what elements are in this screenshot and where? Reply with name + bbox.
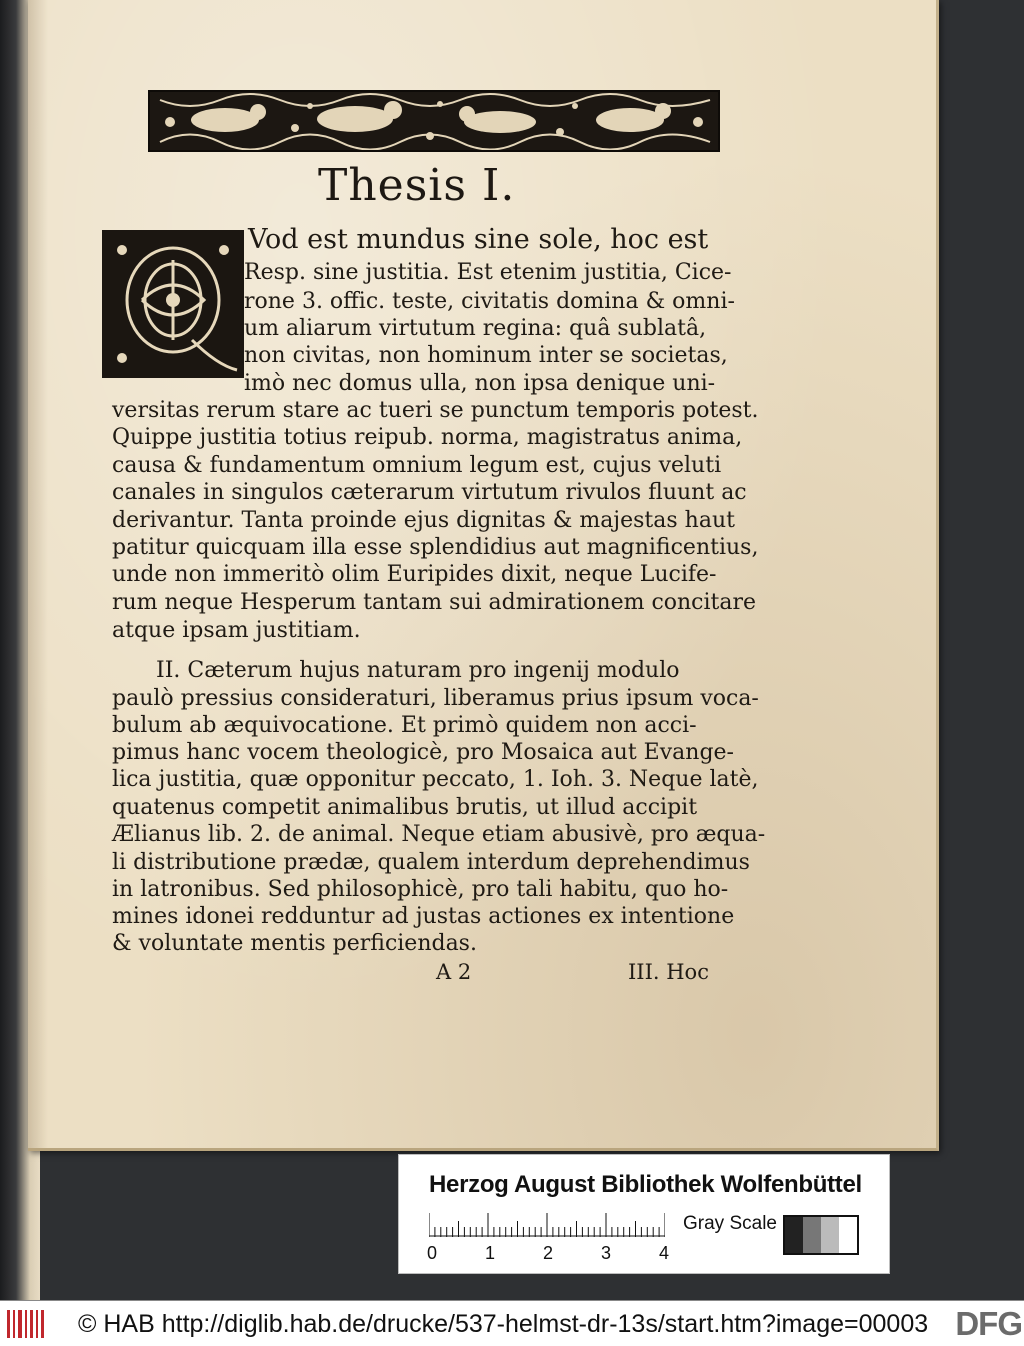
text-line: li distributione prædæ, qualem interdum deprehendimus	[112, 850, 750, 875]
text-line: versitas rerum stare ac tueri se punctum temporis potest.	[112, 398, 759, 423]
gray-swatch-black	[785, 1217, 803, 1253]
text-line: unde non immeritò olim Euripides dixit, neque Lucife-	[112, 562, 717, 587]
decorated-initial-q	[102, 230, 244, 378]
text-line: atque ipsam justitiam.	[112, 618, 361, 643]
hab-barcode-icon	[6, 1308, 46, 1340]
ruler-number: 2	[543, 1243, 554, 1263]
ruler-number: 1	[485, 1243, 496, 1263]
text-line: Ælianus lib. 2. de animal. Neque etiam abusivè, pro æqua-	[112, 822, 766, 847]
page-gutter-shadow	[28, 0, 48, 1148]
thesis-heading: Thesis I.	[318, 160, 516, 211]
text-line: patitur quicquam illa esse splendidius aut magnificentius,	[112, 535, 759, 560]
text-line: & voluntate mentis perficiendas.	[112, 931, 477, 956]
scan-calibration-card	[398, 1154, 890, 1274]
text-line: Vod est mundus sine sole, hoc est	[248, 224, 709, 255]
catchword: III. Hoc	[628, 960, 709, 984]
text-line: bulum ab æquivocatione. Et primò quidem non acci-	[112, 713, 697, 738]
text-line: Quippe justitia totius reipub. norma, magistratus anima,	[112, 425, 743, 450]
source-citation-link[interactable]: © HAB http://diglib.hab.de/drucke/537-helmst-dr-13s/start.htm?image=00003	[78, 1310, 929, 1338]
dfg-logo: DFG	[936, 1305, 1022, 1343]
woodcut-headpiece-ornament	[148, 90, 720, 152]
text-line: imò nec domus ulla, non ipsa denique uni-	[244, 371, 716, 396]
gray-swatch-light	[821, 1217, 839, 1253]
text-line: causa & fundamentum omnium legum est, cujus veluti	[112, 453, 722, 478]
gray-swatch-mid	[803, 1217, 821, 1253]
text-line: II. Cæterum hujus naturam pro ingenij modulo	[156, 658, 680, 683]
gray-swatch-white	[839, 1217, 857, 1253]
text-line: quatenus competit animalibus brutis, ut illud accipit	[112, 795, 698, 820]
text-line: lica justitia, quæ opponitur peccato, 1. Ioh. 3. Neque latè,	[112, 767, 759, 792]
gray-scale-swatch	[783, 1215, 859, 1255]
signature-mark: A 2	[436, 960, 472, 984]
text-line: pimus hanc vocem theologicè, pro Mosaica aut Evange-	[112, 740, 734, 765]
ruler-number: 4	[659, 1243, 670, 1263]
gray-scale-label: Gray Scale	[683, 1213, 777, 1234]
footer-bar	[0, 1300, 1024, 1346]
ruler-number: 3	[601, 1243, 612, 1263]
text-line: rone 3. offic. teste, civitatis domina & omni-	[244, 289, 735, 314]
text-line: paulò pressius consideraturi, liberamus prius ipsum voca-	[112, 686, 759, 711]
text-line: rum neque Hesperum tantam sui admirationem concitare	[112, 590, 757, 615]
library-name: Herzog August Bibliothek Wolfenbüttel	[429, 1171, 862, 1198]
text-line: mines idonei redduntur ad justas actiones ex intentione	[112, 904, 735, 929]
text-line: derivantur. Tanta proinde ejus dignitas & majestas haut	[112, 508, 735, 533]
text-line: um aliarum virtutum regina: quâ sublatâ,	[244, 316, 707, 341]
text-line: canales in singulos cæterarum virtutum rivulos fluunt ac	[112, 480, 747, 505]
text-line: in latronibus. Sed philosophicè, pro tali habitu, quo ho-	[112, 877, 729, 902]
text-line: non civitas, non hominum inter se societas,	[244, 343, 728, 368]
ruler-number: 0	[427, 1243, 438, 1263]
measurement-ruler	[429, 1213, 665, 1237]
text-line: Resp. sine justitia. Est etenim justitia, Cice-	[244, 260, 732, 285]
